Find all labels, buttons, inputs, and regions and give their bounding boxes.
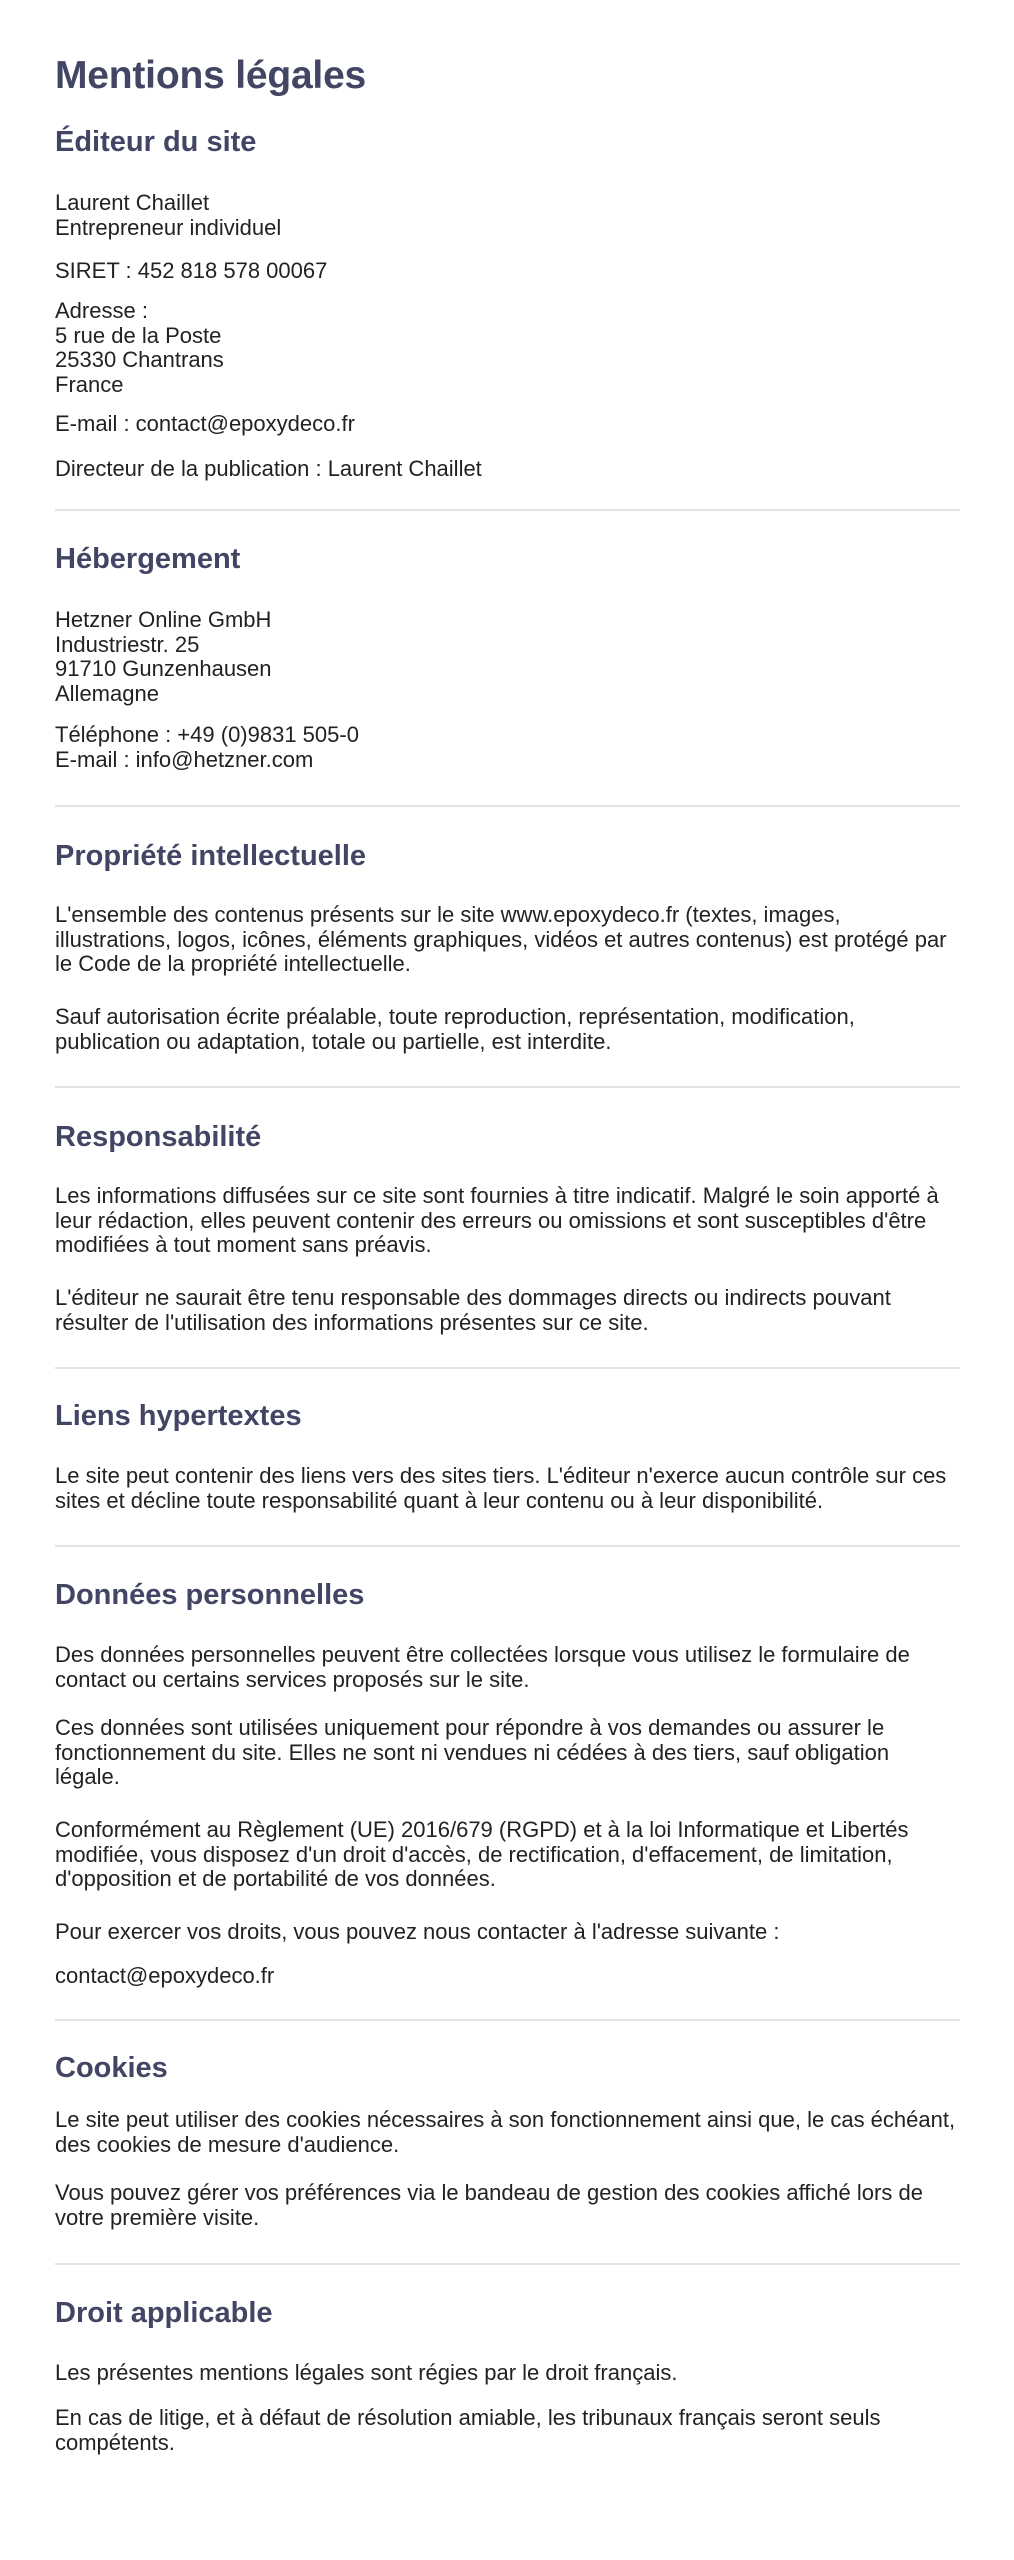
host-address — [55, 608, 960, 706]
host-line: Hetzner Online GmbH — [55, 607, 272, 632]
editeur-name: Laurent Chaillet — [55, 190, 210, 215]
section-divider — [55, 1367, 960, 1369]
droit-paragraph-1: Les présentes mentions légales sont régies par le droit français. — [55, 2360, 678, 2385]
section-divider — [55, 509, 960, 511]
donnees-paragraph-2: Ces données sont utilisées uniquement pour répondre à vos demandes ou assurer le fonctionnement du site. Elles ne sont ni vendues ni cédées à des tiers, sauf obligation légale. — [55, 1715, 890, 1789]
liens-paragraph-1: Le site peut contenir des liens vers des sites tiers. L'éditeur n'exerce aucun contrôle sur ces sites et décline toute responsabilité quant à leur contenu ou à leur disponibilité. — [55, 1463, 947, 1513]
address-line: France — [55, 371, 124, 397]
editeur-address — [55, 299, 960, 397]
heading-propriete: Propriété intellectuelle — [55, 840, 367, 872]
heading-responsabilite: Responsabilité — [55, 1121, 262, 1153]
host-contact — [55, 723, 960, 772]
droit-paragraph-2: En cas de litige, et à défaut de résolution amiable, les tribunaux français seront seuls compétents. — [55, 2405, 881, 2455]
heading-liens: Liens hypertextes — [55, 1400, 302, 1432]
heading-editeur: Éditeur du site — [55, 126, 257, 158]
host-phone: Téléphone : +49 (0)9831 505-0 — [55, 722, 359, 747]
host-line: Industriestr. 25 — [55, 631, 200, 657]
editeur-identity — [55, 191, 960, 240]
host-email: E-mail : info@hetzner.com — [55, 746, 314, 772]
responsabilite-paragraph-2: L'éditeur ne saurait être tenu responsable des dommages directs ou indirects pouvant résulter de l'utilisation des informations présentes sur ce site. — [55, 1285, 891, 1335]
heading-donnees: Données personnelles — [55, 1579, 365, 1611]
propriete-paragraph-1: L'ensemble des contenus présents sur le site www.epoxydeco.fr (textes, images, illustrations, logos, icônes, éléments graphiques, vidéos et autres contenus) est protégé par le Code de la propriété intellectuelle. — [55, 902, 947, 976]
donnees-contact-email: contact@epoxydeco.fr — [55, 1963, 275, 1988]
section-divider — [55, 1086, 960, 1088]
section-divider — [55, 1545, 960, 1547]
donnees-paragraph-1: Des données personnelles peuvent être collectées lorsque vous utilisez le formulaire de contact ou certains services proposés sur le site. — [55, 1642, 910, 1692]
donnees-paragraph-3: Conformément au Règlement (UE) 2016/679 (RGPD) et à la loi Informatique et Libertés modifiée, vous disposez d'un droit d'accès, de rectification, d'effacement, de limitation, d'opposition et de portabilité de vos données. — [55, 1817, 909, 1891]
host-line: 91710 Gunzenhausen — [55, 656, 272, 681]
editeur-status: Entrepreneur individuel — [55, 214, 282, 240]
host-line: Allemagne — [55, 680, 159, 706]
editeur-email: E-mail : contact@epoxydeco.fr — [55, 411, 355, 436]
propriete-paragraph-2: Sauf autorisation écrite préalable, toute reproduction, représentation, modification, publication ou adaptation, totale ou partielle, est interdite. — [55, 1004, 855, 1054]
heading-cookies: Cookies — [55, 2052, 168, 2084]
address-line: 25330 Chantrans — [55, 347, 224, 372]
editeur-director: Directeur de la publication : Laurent Chaillet — [55, 456, 482, 481]
cookies-paragraph-1: Le site peut utiliser des cookies nécessaires à son fonctionnement ainsi que, le cas échéant, des cookies de mesure d'audience. — [55, 2107, 956, 2157]
heading-hebergement: Hébergement — [55, 543, 241, 575]
address-label: Adresse : — [55, 298, 148, 323]
page-title: Mentions légales — [55, 54, 367, 97]
cookies-paragraph-2: Vous pouvez gérer vos préférences via le bandeau de gestion des cookies affiché lors de votre première visite. — [55, 2180, 923, 2230]
address-line: 5 rue de la Poste — [55, 322, 222, 348]
editeur-siret: SIRET : 452 818 578 00067 — [55, 258, 328, 283]
section-divider — [55, 2263, 960, 2265]
donnees-paragraph-4: Pour exercer vos droits, vous pouvez nous contacter à l'adresse suivante : — [55, 1919, 780, 1944]
section-divider — [55, 2019, 960, 2021]
heading-droit: Droit applicable — [55, 2297, 273, 2329]
section-divider — [55, 805, 960, 807]
responsabilite-paragraph-1: Les informations diffusées sur ce site sont fournies à titre indicatif. Malgré le soin apporté à leur rédaction, elles peuvent contenir des erreurs ou omissions et sont susceptibles d'être modifiées à tout moment sans préavis. — [55, 1183, 939, 1257]
